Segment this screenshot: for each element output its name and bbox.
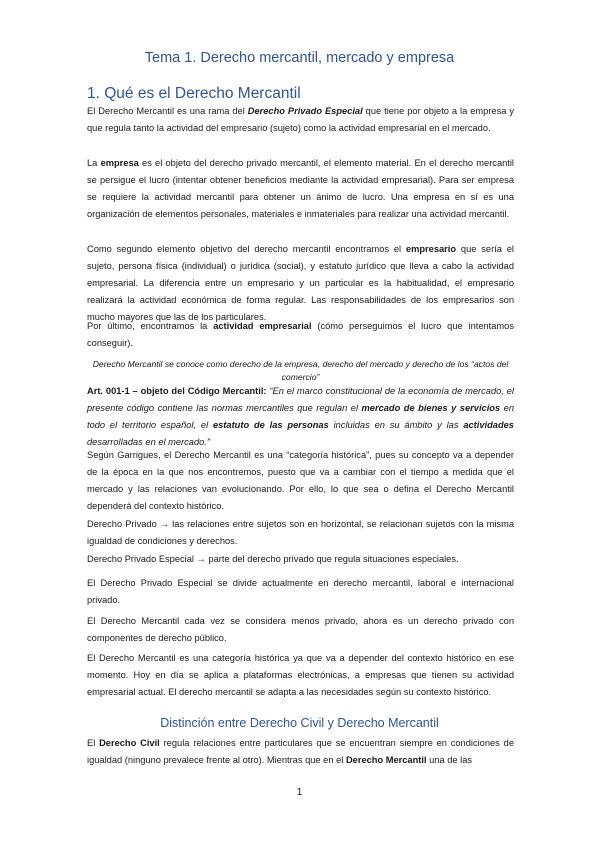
document-title: Tema 1. Derecho mercantil, mercado y empresa bbox=[144, 50, 455, 66]
p1-text-c: que tiene por objeto a la empresa y que regula tanto la actividad del empresario (sujeto) como la actividad empresarial en el mercado. bbox=[87, 106, 515, 133]
p11-text-e: una de las bbox=[426, 755, 473, 765]
article-citation bbox=[87, 383, 514, 451]
p11-text-c: regula relaciones entre particulares que se encuentran siempre en condiciones de igualdad (ninguno prevalece frente al otro). Mientras que en el bbox=[87, 738, 514, 765]
subsection-heading: Distinción entre Derecho Civil y Derecho Mercantil bbox=[160, 716, 439, 730]
paragraph-11 bbox=[87, 735, 514, 769]
article-bold-3: actividades bbox=[463, 420, 514, 430]
p1-text-a: El Derecho Mercantil es una rama del bbox=[87, 106, 248, 116]
paragraph-7: Derecho Privado Especial → parte del derecho privado que regula situaciones especiales. bbox=[87, 554, 459, 564]
paragraph-9: El Derecho Mercantil cada vez se considera menos privado, ahora es un derecho privado con componentes de derecho público. bbox=[87, 616, 514, 643]
p4-text-a: Por último, encontramos la bbox=[87, 321, 214, 331]
p3-text-a: Como segundo elemento objetivo del derecho mercantil encontramos el bbox=[87, 244, 406, 254]
p3-text-c: que sería el sujeto, persona física (individual) o jurídica (social), y estatuto jurídico que lleva a cabo la actividad empresarial. La diferencia entre un empresario y un particular es la habitualidad, el empresario realizará la actividad económica de forma regular. Las responsabilidades de los empresarios son mucho mayores que las de los particulares. bbox=[87, 244, 514, 322]
quote-note: Derecho Mercantil se conoce como derecho de la empresa, derecho del mercado y derecho de los “actos del comercio” bbox=[92, 359, 509, 382]
section-heading: 1. Qué es el Derecho Mercantil bbox=[87, 85, 301, 102]
paragraph-2 bbox=[87, 155, 514, 223]
p2-text-a: La bbox=[87, 158, 101, 168]
article-text-3: incluidas en su ámbito y las bbox=[328, 420, 464, 430]
p2-text-c: es el objeto del derecho privado mercantil, el elemento material. En el derecho mercantil se persigue el lucro (intentar obtener beneficios mediante la actividad empresarial). Para ser empresa se requiere la actividad mercantil para obtener un ánimo de lucro. Una empresa en sí es una organización de elementos personales, materiales e inmateriales para realizar una actividad mercantil. bbox=[87, 158, 514, 219]
page-number: 1 bbox=[296, 787, 303, 798]
article-text-1: “En el marco constitucional de la economía de mercado, el presente código contiene las normas mercantiles que regulan el bbox=[87, 386, 514, 413]
p11-text-a: El bbox=[87, 738, 100, 748]
paragraph-6: Derecho Privado → las relaciones entre sujetos son en horizontal, se relacionan sujetos con la misma igualdad de condiciones y derechos. bbox=[87, 519, 514, 546]
paragraph-5: Según Garrigues, el Derecho Mercantil es una “categoría histórica”, pues su concepto va a depender de la época en la que nos encontremos, puesto que va a cambiar con el tiempo a medida que el mercado y las relaciones van evolucionando. Por ello, lo que sea o defina el Derecho Mercantil dependerá del contexto histórico. bbox=[87, 450, 514, 511]
paragraph-1 bbox=[87, 103, 514, 137]
p11-emphasis-2: Derecho Mercantil bbox=[345, 755, 427, 765]
p3-emphasis: empresario bbox=[405, 244, 457, 254]
p4-emphasis: actividad empresarial bbox=[213, 321, 312, 331]
article-text-2: en todo el territorio español, el bbox=[87, 403, 514, 430]
paragraph-10: El Derecho Mercantil es una categoría histórica ya que va a depender del contexto histórico en ese momento. Hoy en día se aplica a plataformas electrónicas, a empresas que tienen su actividad empresarial actual. El derecho mercantil se adapta a las necesidades según su contexto histórico. bbox=[87, 653, 514, 697]
p1-emphasis: Derecho Privado Especial bbox=[247, 106, 363, 116]
p11-emphasis-1: Derecho Civil bbox=[99, 738, 160, 748]
article-reference: Art. 001-1 – objeto del Código Mercantil: bbox=[87, 386, 267, 396]
article-text-4: desarrolladas en el mercado.” bbox=[87, 437, 210, 447]
paragraph-3 bbox=[87, 241, 514, 326]
article-bold-2: estatuto de las personas bbox=[212, 420, 329, 430]
article-bold-1: mercado de bienes y servicios bbox=[361, 403, 501, 413]
paragraph-4 bbox=[87, 318, 514, 352]
p2-emphasis: empresa bbox=[100, 158, 139, 168]
p4-text-c: (cómo perseguimos el lucro que intentamos conseguir). bbox=[87, 321, 514, 348]
paragraph-8: El Derecho Privado Especial se divide actualmente en derecho mercantil, laboral e internacional privado. bbox=[87, 578, 514, 605]
